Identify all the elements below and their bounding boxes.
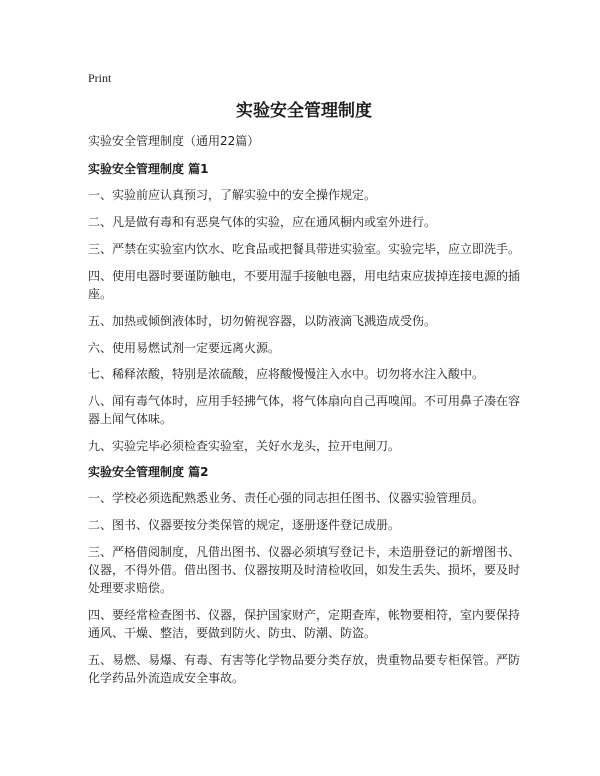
paragraph: 八、闻有毒气体时，应用手轻拂气体，将气体扇向自己再嗅闻。不可用鼻子凑在容器上闻气体味。 bbox=[88, 394, 521, 426]
print-link[interactable]: Print bbox=[88, 71, 112, 85]
paragraph: 六、使用易燃试剂一定要远离火源。 bbox=[88, 341, 281, 355]
paragraph: 九、实验完毕必须检查实验室，关好水龙头，拉开电闸刀。 bbox=[88, 439, 401, 453]
paragraph: 四、使用电器时要谨防触电，不要用湿手接触电器，用电结束应拔掉连接电源的插座。 bbox=[88, 269, 521, 301]
paragraph: 七、稀释浓酸，特别是浓硫酸，应将酸慢慢注入水中。切勿将水注入酸中。 bbox=[88, 367, 485, 381]
page-title: 实验安全管理制度 bbox=[236, 101, 372, 121]
paragraph: 二、凡是做有毒和有恶臭气体的实验，应在通风橱内或室外进行。 bbox=[88, 215, 437, 229]
paragraph: 二、图书、仪器要按分类保管的规定，逐册逐件登记成册。 bbox=[88, 518, 401, 532]
section-heading-1: 实验安全管理制度 篇1 bbox=[88, 162, 209, 176]
paragraph: 一、实验前应认真预习，了解实验中的安全操作规定。 bbox=[88, 188, 377, 202]
paragraph: 三、严格借阅制度，凡借出图书、仪器必须填写登记卡，未造册登记的新增图书、仪器，不得外借。借出图书、仪器按期及时清检收回，如发生丢失、损坏，要及时处理要求赔偿。 bbox=[88, 545, 521, 595]
document-subtitle: 实验安全管理制度（通用22篇） bbox=[88, 134, 260, 148]
paragraph: 四、要经常检查图书、仪器，保护国家财产，定期查库，帐物要相符，室内要保持通风、干燥、整洁，要做到防火、防虫、防潮、防盗。 bbox=[88, 608, 521, 640]
paragraph: 一、学校必须选配熟悉业务、责任心强的同志担任图书、仪器实验管理员。 bbox=[88, 491, 485, 505]
paragraph: 五、加热或倾倒液体时，切勿俯视容器，以防液滴飞溅造成受伤。 bbox=[88, 314, 437, 328]
section-heading-2: 实验安全管理制度 篇2 bbox=[88, 465, 209, 479]
paragraph: 三、严禁在实验室内饮水、吃食品或把餐具带进实验室。实验完毕，应立即洗手。 bbox=[88, 242, 521, 256]
paragraph: 五、易燃、易爆、有毒、有害等化学物品要分类存放，贵重物品要专柜保管。严防化学药品外流造成安全事故。 bbox=[88, 653, 521, 685]
